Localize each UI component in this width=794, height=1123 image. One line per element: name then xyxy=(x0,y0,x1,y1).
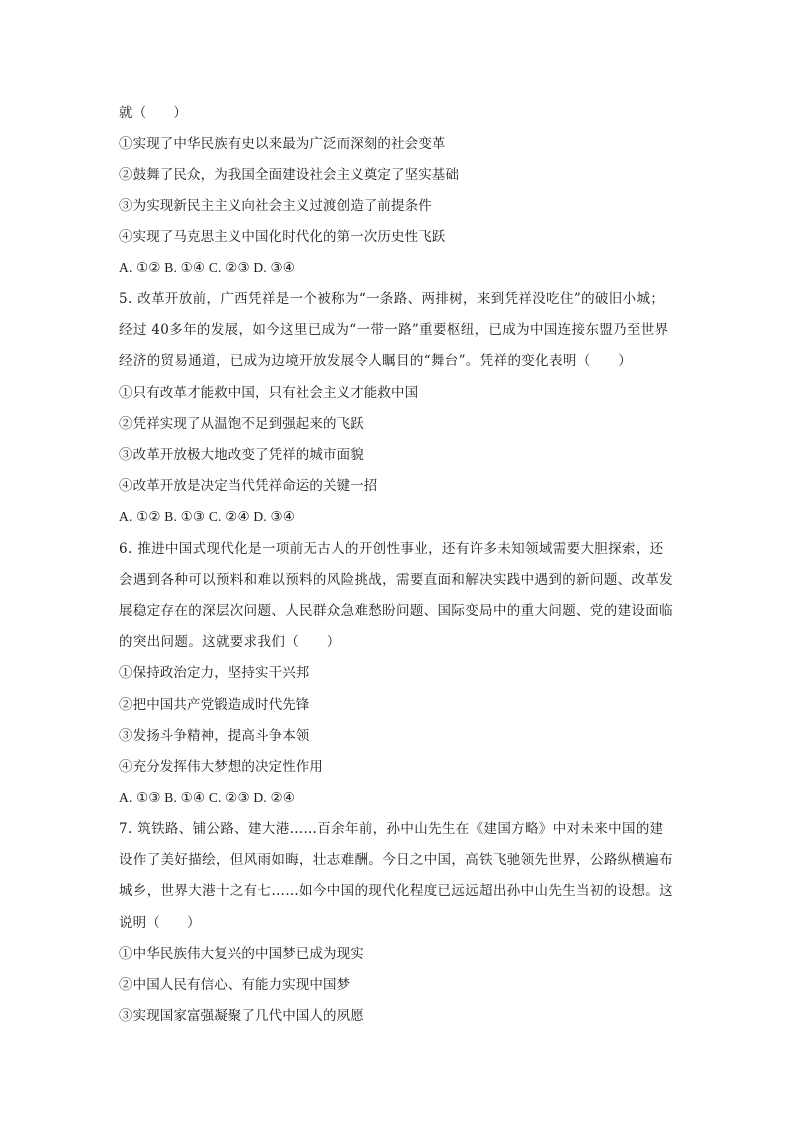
question-6-option-2: ②把中国共产党锻造成时代先锋 xyxy=(119,697,310,713)
question-4-option-2: ②鼓舞了民众，为我国全面建设社会主义奠定了坚实基础 xyxy=(119,167,459,183)
question-7-stem-line-1: 7. 筑铁路、铺公路、建大港……百余年前，孙中山先生在《建国方略》中对未来中国的建 xyxy=(119,821,664,837)
question-5-stem-line-1: 5. 改革开放前，广西凭祥是一个被称为“一条路、两排树，来到凭祥没吃住”的破旧小城； xyxy=(119,291,665,307)
question-7-option-3: ③实现国家富强凝聚了几代中国人的夙愿 xyxy=(119,1008,364,1024)
question-6-stem-line-3: 展稳定存在的深层次问题、人民群众急难愁盼问题、国际变局中的重大问题、党的建设面临 xyxy=(119,603,673,619)
question-7-option-2: ②中国人民有信心、有能力实现中国梦 xyxy=(119,977,351,993)
question-7-stem-line-2: 设作了美好描绘，但风雨如晦，壮志难酬。今日之中国，高铁飞驰领先世界，公路纵横遍布 xyxy=(119,852,673,868)
question-7-stem-line-3: 城乡，世界大港十之有七……如今中国的现代化程度已远远超出孙中山先生当初的设想。这 xyxy=(119,883,673,899)
question-5-stem-line-3: 经济的贸易通道，已成为边境开放发展令人瞩目的“舞台”。凭祥的变化表明（ ） xyxy=(119,353,633,369)
question-6-stem-line-1: 6. 推进中国式现代化是一项前无古人的开创性事业，还有许多未知领域需要大胆探索，还 xyxy=(119,541,664,557)
question-5-answer-choices: A. ①② B. ①③ C. ②④ D. ③④ xyxy=(119,509,296,524)
question-7-stem-line-4: 说明（ ） xyxy=(119,915,201,931)
question-5-option-1: ①只有改革才能救中国，只有社会主义才能救中国 xyxy=(119,385,419,401)
question-4-option-3: ③为实现新民主主义向社会主义过渡创造了前提条件 xyxy=(119,198,432,214)
question-6-stem-line-2: 会遇到各种可以预料和难以预料的风险挑战，需要直面和解决实践中遇到的新问题、改革发 xyxy=(119,572,673,588)
question-6-stem-line-4: 的突出问题。这就要求我们（ ） xyxy=(119,634,341,650)
question-6-answer-choices: A. ①③ B. ①④ C. ②③ D. ②④ xyxy=(119,790,296,805)
question-4-answer-choices: A. ①② B. ①④ C. ②③ D. ③④ xyxy=(119,260,296,275)
question-4-stem-tail: 就（ ） xyxy=(119,105,187,121)
question-5-stem-line-2: 经过 40多年的发展，如今这里已成为“一带一路”重要枢纽，已成为中国连接东盟乃至世界 xyxy=(119,322,669,338)
question-6-option-1: ①保持政治定力，坚持实干兴邦 xyxy=(119,665,310,681)
question-7-option-1: ①中华民族伟大复兴的中国梦已成为现实 xyxy=(119,946,364,962)
question-4-option-4: ④实现了马克思主义中国化时代化的第一次历史性飞跃 xyxy=(119,229,446,245)
question-6-option-3: ③发扬斗争精神，提高斗争本领 xyxy=(119,728,310,744)
question-5-option-4: ④改革开放是决定当代凭祥命运的关键一招 xyxy=(119,478,378,494)
question-5-option-3: ③改革开放极大地改变了凭祥的城市面貌 xyxy=(119,447,364,463)
question-5-option-2: ②凭祥实现了从温饱不足到强起来的飞跃 xyxy=(119,416,364,432)
question-6-option-4: ④充分发挥伟大梦想的决定性作用 xyxy=(119,759,323,775)
question-4-option-1: ①实现了中华民族有史以来最为广泛而深刻的社会变革 xyxy=(119,136,446,152)
